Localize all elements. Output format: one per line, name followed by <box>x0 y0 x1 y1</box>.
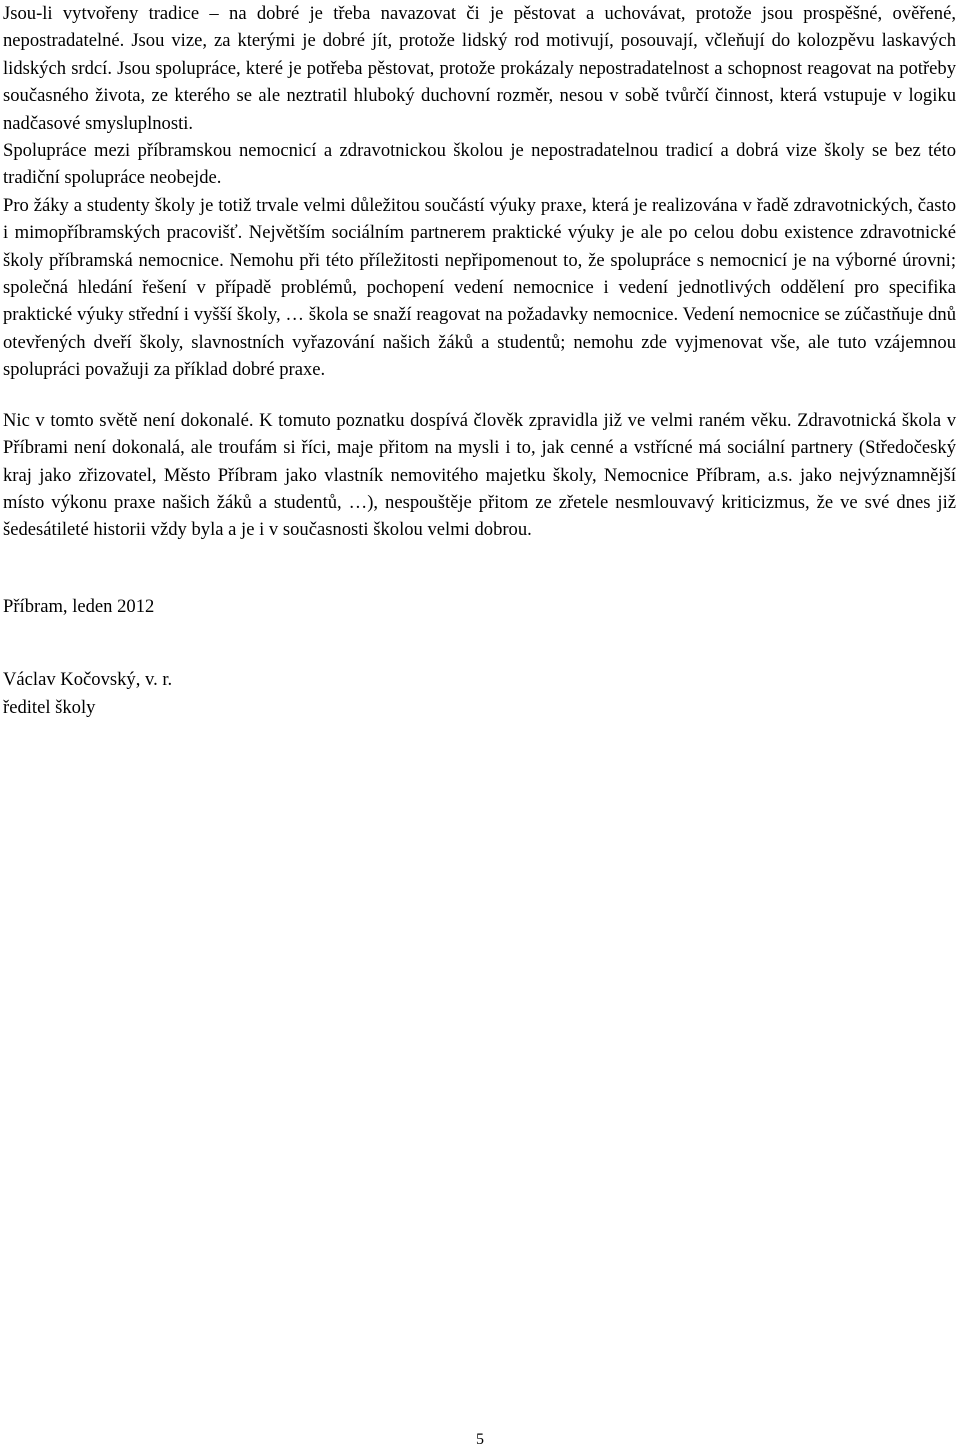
paragraph-practice: Pro žáky a studenty školy je totiž trvale velmi důležitou součástí výuky praxe, která je realizována v řadě zdravotnických, často i mimopříbramských pracovišť. Největším sociálním partnerem praktické výuky je ale po celou dobu existence zdravotnické školy příbramská nemocnice. Nemohu při této příležitosti nepřipomenout to, že spolupráce s nemocnicí je na výborné úrovni; společná hledání řešení v případě problémů, pochopení vedení nemocnice i vedení jednotlivých oddělení pro specifika praktické výuky střední i vyšší školy, … škola se snaží reagovat na požadavky nemocnice. Vedení nemocnice se zúčastňuje dnů otevřených dveří školy, slavnostních vyřazování našich žáků a studentů; nemohu zde vyjmenovat vše, ale tuto vzájemnou spolupráci považuji za příklad dobré praxe. <box>3 194 956 381</box>
paragraph-spacer <box>3 384 956 407</box>
paragraph-perfection: Nic v tomto světě není dokonalé. K tomuto poznatku dospívá člověk zpravidla již ve velmi raném věku. Zdravotnická škola v Příbrami není dokonalá, ale troufám si říci, maje přitom na mysli i to, jak cenné a vstřícné má sociální partnery (Středočeský kraj jako zřizovatel, Město Příbram jako vlastník nemovitého majetku školy, Nemocnice Příbram, a.s. jako nejvýznamnější místo výkonu praxe našich žáků a studentů, …), nespouštěje přitom ze zřetele nesmlouvavý kriticizmus, že ve své dnes již šedesátileté historii vždy byla a je i v současnosti školou velmi dobrou. <box>3 409 956 541</box>
paragraph-spacer <box>3 544 956 593</box>
paragraph-cooperation: Spolupráce mezi příbramskou nemocnicí a zdravotnickou školou je nepostradatelnou tradicí a dobrá vize školy se bez této tradiční spolupráce neobejde. <box>3 140 956 189</box>
page-number: 5 <box>476 1431 484 1448</box>
paragraph-spacer <box>3 620 956 666</box>
place-date: Příbram, leden 2012 <box>3 595 155 617</box>
document-body <box>3 0 956 721</box>
paragraph-traditions: Jsou-li vytvořeny tradice – na dobré je třeba navazovat či je pěstovat a uchovávat, protože jsou prospěšné, ověřené, nepostradatelné. Jsou vize, za kterými je dobré jít, protože lidský rod motivují, posouvají, včleňují do kolozpěvu laskavých lidských srdcí. Jsou spolupráce, které je potřeba pěstovat, protože prokázaly nepostradatelnost a schopnost reagovat na potřeby současného života, ze kterého se ale neztratil hluboký duchovní rozměr, nesou v sobě tvůrčí činnost, která vstupuje v logiku nadčasové smysluplnosti. <box>3 3 956 134</box>
signature-name: Václav Kočovský, v. r. <box>3 669 173 691</box>
signature-title: ředitel školy <box>3 696 96 718</box>
